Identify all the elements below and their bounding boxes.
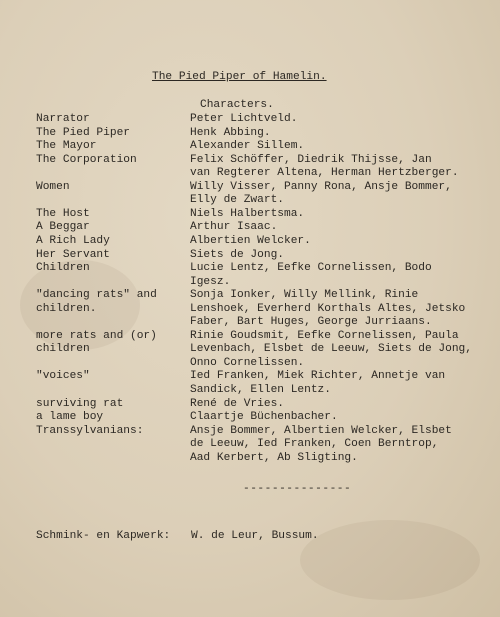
cast-actors: de Leeuw, Ied Franken, Coen Berntrop,	[190, 438, 439, 451]
cast-actors: Ied Franken, Miek Richter, Annetje van	[190, 370, 446, 383]
characters-heading: Characters.	[200, 99, 274, 111]
separator-line: ---------------	[243, 483, 352, 495]
cast-role: The Pied Piper	[36, 126, 130, 139]
cast-actors: Rinie Goudsmit, Eefke Cornelissen, Paula	[190, 329, 459, 342]
cast-role: Women	[36, 180, 70, 193]
cast-actors: Felix Schöffer, Diedrik Thijsse, Jan	[190, 153, 432, 166]
credit-label: Schmink- en Kapwerk:	[36, 530, 171, 542]
cast-role: The Mayor	[36, 140, 97, 153]
cast-actors: Henk Abbing.	[190, 126, 271, 139]
cast-role: Her Servant	[36, 248, 110, 261]
cast-role: "dancing rats" and	[36, 289, 157, 302]
cast-actors: Peter Lichtveld.	[190, 113, 298, 125]
cast-actors: Faber, Bart Huges, George Jurriaans.	[190, 316, 432, 329]
credit-value: W. de Leur, Bussum.	[191, 530, 319, 542]
cast-actors: Sonja Ionker, Willy Mellink, Rinie	[190, 289, 419, 302]
cast-role: Narrator	[36, 113, 90, 125]
cast-actors: Willy Visser, Panny Rona, Ansje Bommer,	[190, 180, 452, 193]
cast-actors: Alexander Sillem.	[190, 140, 305, 153]
cast-actors: Claartje Büchenbacher.	[190, 411, 338, 424]
cast-actors: Siets de Jong.	[190, 248, 284, 261]
cast-role: Transsylvanians:	[36, 424, 144, 437]
cast-actors: Ansje Bommer, Albertien Welcker, Elsbet	[190, 424, 452, 437]
cast-actors: Lucie Lentz, Eefke Cornelissen, Bodo	[190, 262, 432, 275]
cast-actors: Aad Kerbert, Ab Sligting.	[190, 451, 358, 464]
cast-role: A Rich Lady	[36, 234, 110, 247]
paper-stain	[300, 520, 480, 600]
cast-role: A Beggar	[36, 221, 90, 234]
document-title: The Pied Piper of Hamelin.	[152, 71, 327, 83]
cast-actors: Niels Halbertsma.	[190, 207, 305, 220]
cast-role-continued: children.	[36, 302, 97, 315]
cast-actors: Onno Cornelissen.	[190, 356, 305, 369]
cast-actors: Lenshoek, Everherd Korthals Altes, Jetsko	[190, 302, 466, 315]
cast-role: surviving rat	[36, 397, 124, 410]
cast-actors: Igesz.	[190, 275, 231, 288]
cast-actors: Levenbach, Elsbet de Leeuw, Siets de Jong,	[190, 343, 472, 356]
cast-actors: van Regterer Altena, Herman Hertzberger.	[190, 167, 459, 180]
cast-actors: René de Vries.	[190, 397, 284, 410]
cast-role: The Corporation	[36, 153, 137, 166]
cast-role: "voices"	[36, 370, 90, 383]
cast-role-continued: children	[36, 343, 90, 356]
cast-actors: Albertien Welcker.	[190, 234, 311, 247]
cast-actors: Sandick, Ellen Lentz.	[190, 384, 331, 396]
cast-actors: Elly de Zwart.	[190, 194, 284, 207]
cast-role: a lame boy	[36, 411, 104, 424]
cast-role: The Host	[36, 207, 90, 220]
cast-role: more rats and (or)	[36, 329, 157, 342]
cast-actors: Arthur Isaac.	[190, 221, 278, 234]
cast-role: Children	[36, 262, 90, 275]
